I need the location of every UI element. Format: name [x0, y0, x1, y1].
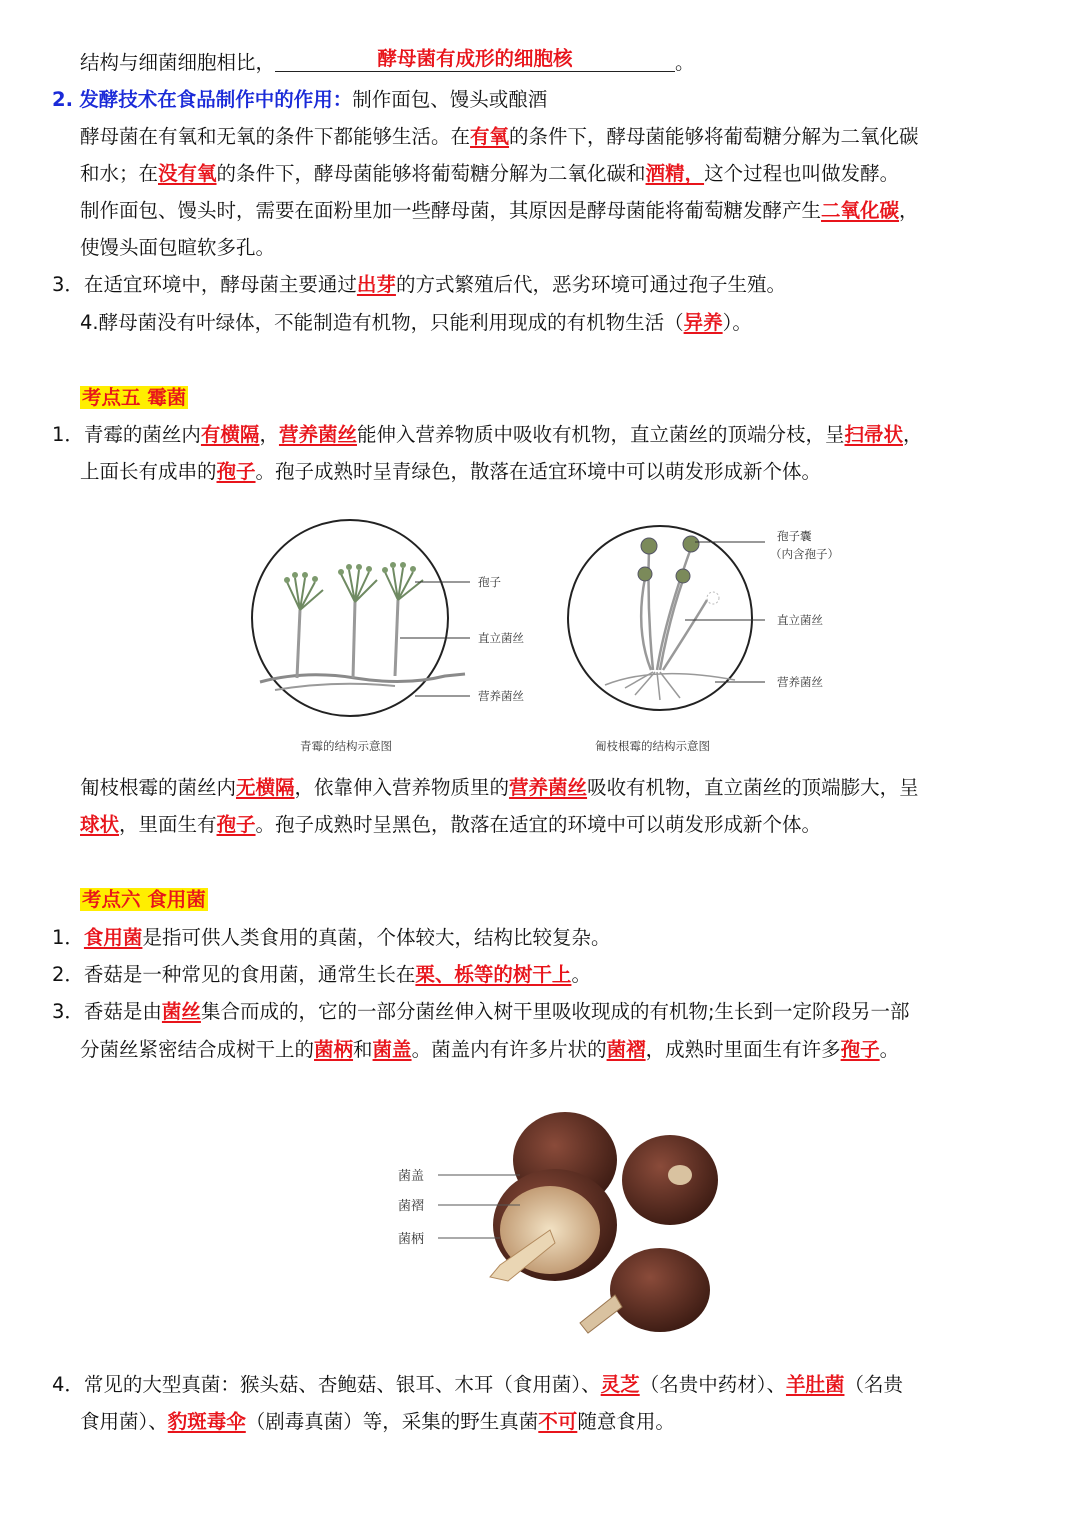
text: 。 [571, 963, 591, 986]
highlight-heading: 考点五 霉菌 [82, 386, 187, 409]
text: 1． [52, 926, 84, 949]
text: 结构与细菌细胞相比， [80, 51, 276, 74]
shiitake-photo [390, 1095, 730, 1350]
section-2-title [52, 85, 547, 115]
text: 和 [353, 1038, 373, 1061]
text: 酵母菌在有氧和无氧的条件下都能够生活。在 [80, 125, 471, 148]
text: 4.酵母菌没有叶绿体，不能制造有机物，只能利用现成的有机物生活（ [80, 311, 684, 334]
text: 这个过程也叫做发酵。 [704, 162, 900, 185]
answer: 食用菌 [83, 926, 143, 949]
text: （名贵中药材）、 [639, 1373, 786, 1396]
section-title: 发酵技术在食品制作中的作用： [79, 88, 353, 111]
answer: 孢子 [216, 813, 256, 836]
answer: 没有氧 [158, 162, 217, 185]
paragraph-line [80, 122, 919, 152]
text: 的方式繁殖后代，恶劣环境可通过孢子生殖。 [395, 273, 786, 296]
text: ，成熟时里面生有许多 [645, 1038, 841, 1061]
answer: 异养 [683, 311, 723, 334]
text: 4．常见的大型真菌：猴头菇、杏鲍菇、银耳、木耳（食用菌）、 [52, 1373, 601, 1396]
label-spore: 孢子 [478, 575, 501, 589]
microscope-view-circle [252, 520, 448, 716]
answer: 菌褶 [606, 1038, 646, 1061]
answer: 灵芝 [600, 1373, 640, 1396]
figure-caption: 青霉的结构示意图 [300, 739, 392, 753]
answer: 营养菌丝 [509, 776, 588, 799]
answer: 孢子 [840, 1038, 880, 1061]
answer: 无横隔 [236, 776, 295, 799]
answer: 出芽 [356, 273, 396, 296]
answer: 不可 [538, 1410, 578, 1433]
text: 集合而成的，它的一部分菌丝伸入树干里吸收现成的有机物;生长到一定阶段另一部 [200, 1000, 910, 1023]
text: ， [903, 423, 923, 446]
answer: 二氧化碳 [821, 199, 900, 222]
penicillium-diagram [245, 510, 565, 760]
text: 使馒头面包暄软多孔。 [80, 236, 276, 259]
label-sporangium-note: （内含孢子） [770, 547, 839, 561]
answer: 营养菌丝 [278, 423, 357, 446]
text: 上面长有成串的 [80, 460, 217, 483]
paragraph-line [80, 196, 919, 226]
section-heading-mold [80, 383, 188, 413]
rhizopus-diagram [565, 510, 865, 760]
answer: 扫帚状 [844, 423, 903, 446]
label-cap: 菌盖 [398, 1169, 425, 1184]
answer: 有氧 [470, 125, 510, 148]
highlight-heading: 考点六 食用菌 [82, 888, 206, 911]
text: 1．青霉的菌丝内 [52, 423, 201, 446]
label-stem: 菌柄 [398, 1232, 425, 1247]
fungi-line [52, 1370, 903, 1400]
label-sporangium: 孢子囊 [777, 529, 812, 543]
rhizopus-line [80, 773, 919, 803]
text: 制作面包、馒头时，需要在面粉里加一些酵母菌，其原因是酵母菌能将葡萄糖发酵产生 [80, 199, 822, 222]
answer: 菌柄 [314, 1038, 354, 1061]
label-upright-hyphae: 直立菌丝 [478, 631, 524, 645]
yeast-comparison-line [80, 48, 695, 78]
text: ，依靠伸入营养物质里的 [294, 776, 510, 799]
paragraph-line [80, 159, 899, 189]
fungi-line [52, 997, 910, 1027]
text: 2．香菇是一种常见的食用菌，通常生长在 [52, 963, 416, 986]
answer: 栗、栎等的树干上 [415, 963, 572, 986]
text: （名贵 [844, 1373, 903, 1396]
text: 吸收有机物，直立菌丝的顶端膨大，呈 [587, 776, 919, 799]
answer: 菌丝 [161, 1000, 201, 1023]
answer: 菌盖 [372, 1038, 412, 1061]
text: 是指可供人类食用的真菌，个体较大，结构比较复杂。 [142, 926, 611, 949]
text: 的条件下，酵母菌能够将葡萄糖分解为二氧化碳和 [216, 162, 646, 185]
text: ，里面生有 [119, 813, 217, 836]
text: 3．在适宜环境中，酵母菌主要通过 [52, 273, 357, 296]
text: 食用菌）、 [80, 1410, 168, 1433]
figure-caption: 匍枝根霉的结构示意图 [595, 739, 710, 753]
label-gill: 菌褶 [398, 1199, 425, 1214]
item-3 [52, 270, 786, 300]
answer: 有横隔 [200, 423, 260, 446]
text: 和水；在 [80, 162, 159, 185]
answer: 酒精， [645, 162, 705, 185]
section-heading-edible-fungi [80, 885, 208, 915]
text: 。 [675, 51, 695, 74]
text: 的条件下，酵母菌能够将葡萄糖分解为二氧化碳 [509, 125, 919, 148]
text: 。孢子成熟时呈黑色，散落在适宜的环境中可以萌发形成新个体。 [255, 813, 822, 836]
text: ）。 [722, 311, 752, 334]
fungi-line [80, 1407, 675, 1437]
text: ， [899, 199, 919, 222]
mold-line [80, 457, 821, 487]
section-title-rest: 制作面包、馒头或酿酒 [352, 88, 548, 111]
text: 。菌盖内有许多片状的 [411, 1038, 607, 1061]
section-number: 2. [52, 88, 73, 111]
mold-line [52, 420, 923, 450]
text: 匍枝根霉的菌丝内 [80, 776, 237, 799]
fungi-line [80, 1035, 899, 1065]
text: 3．香菇是由 [52, 1000, 162, 1023]
paragraph-line [80, 233, 275, 263]
answer: 孢子 [216, 460, 256, 483]
answer: 豹斑毒伞 [167, 1410, 246, 1433]
rhizopus-line [80, 810, 821, 840]
text: 。孢子成熟时呈青绿色，散落在适宜环境中可以萌发形成新个体。 [255, 460, 822, 483]
label-upright-hyphae: 直立菌丝 [777, 613, 823, 627]
text: ， [259, 423, 279, 446]
text: 分菌丝紧密结合成树干上的 [80, 1038, 315, 1061]
answer-blank: 酵母菌有成形的细胞核 [275, 47, 675, 72]
answer: 羊肚菌 [785, 1373, 845, 1396]
label-nutrient-hyphae: 营养菌丝 [478, 689, 524, 703]
label-nutrient-hyphae: 营养菌丝 [777, 675, 823, 689]
shiitake-illustration [390, 1095, 730, 1350]
fungi-line [52, 923, 610, 953]
text: 能伸入营养物质中吸收有机物，直立菌丝的顶端分枝，呈 [356, 423, 845, 446]
answer: 球状 [80, 813, 120, 836]
item-4 [80, 308, 752, 338]
fungi-line [52, 960, 591, 990]
text: （剧毒真菌）等，采集的野生真菌 [245, 1410, 539, 1433]
text: 随意食用。 [577, 1410, 675, 1433]
text: 。 [879, 1038, 900, 1061]
